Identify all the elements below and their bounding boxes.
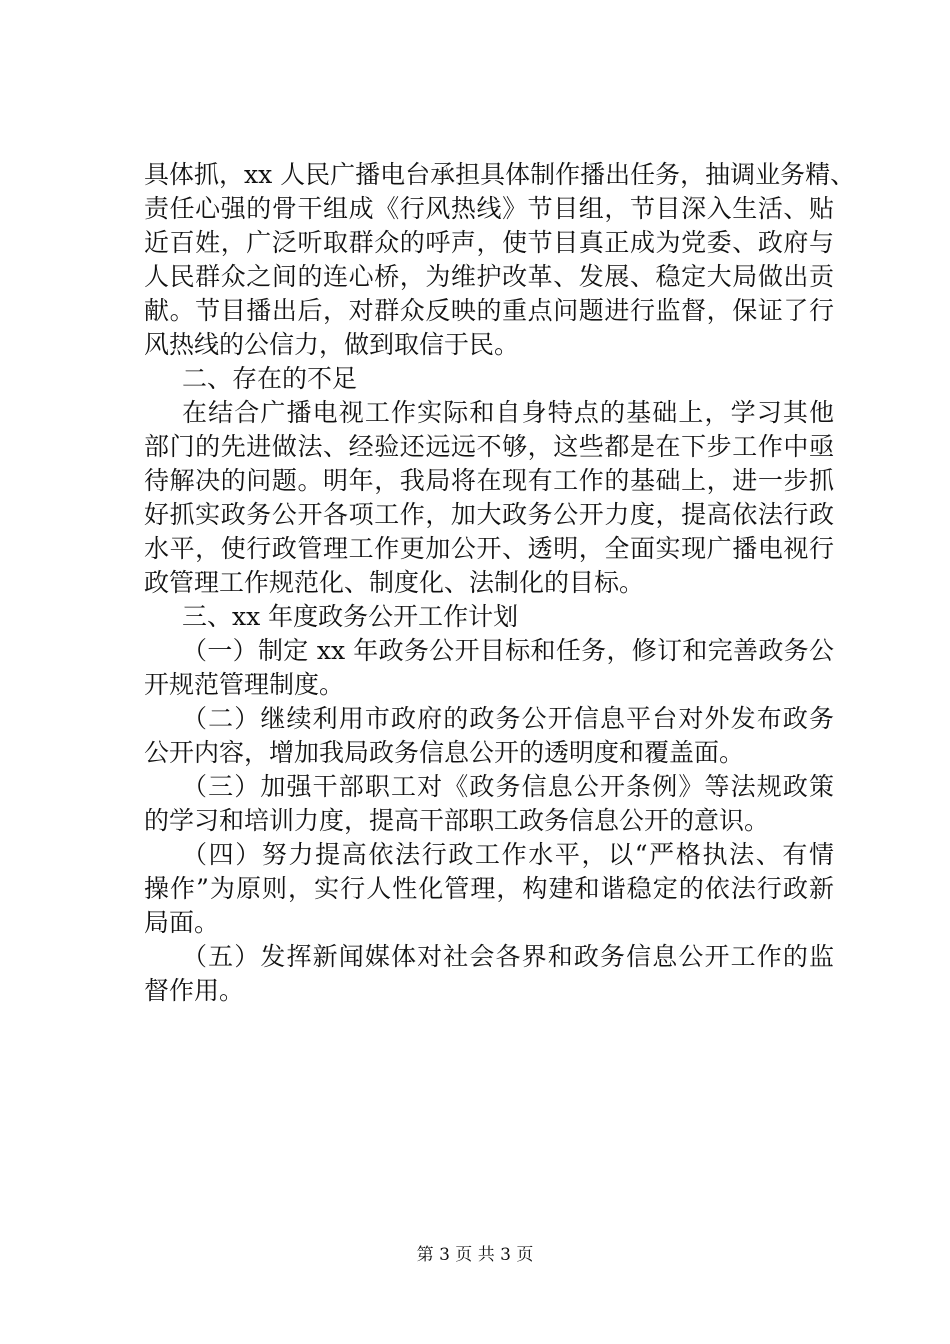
document-body — [144, 158, 856, 1008]
text-line: 部门的先进做法、经验还远远不够，这些都是在下步工作中亟 — [144, 432, 834, 461]
text-line: 二、存在的不足 — [182, 364, 358, 393]
text-line: （二）继续利用市政府的政务公开信息平台对外发布政务 — [182, 704, 834, 733]
text-line: 开规范管理制度。 — [144, 670, 345, 699]
text-line: 公开内容，增加我局政务信息公开的透明度和覆盖面。 — [144, 738, 745, 767]
text-line: 督作用。 — [144, 976, 245, 1005]
text-line: 操作”为原则，实行人性化管理，构建和谐稳定的依法行政新 — [144, 874, 834, 903]
text-line: 政管理工作规范化、制度化、法制化的目标。 — [144, 568, 645, 597]
text-line: 风热线的公信力，做到取信于民。 — [144, 330, 520, 359]
page-footer: 第 3 页 共 3 页 — [416, 1245, 534, 1265]
text-line: （五）发挥新闻媒体对社会各界和政务信息公开工作的监 — [182, 942, 834, 971]
text-line: 近百姓，广泛听取群众的呼声，使节目真正成为党委、政府与 — [144, 228, 834, 257]
text-line: 献。节目播出后，对群众反映的重点问题进行监督，保证了行 — [144, 296, 834, 325]
text-line: 三、xx 年度政务公开工作计划 — [182, 602, 519, 631]
text-line: 水平，使行政管理工作更加公开、透明，全面实现广播电视行 — [144, 534, 834, 563]
text-line: 人民群众之间的连心桥，为维护改革、发展、稳定大局做出贡 — [144, 262, 834, 291]
text-line: 具体抓，xx 人民广播电台承担具体制作播出任务，抽调业务精、 — [144, 160, 856, 189]
text-line: （一）制定 xx 年政务公开目标和任务，修订和完善政务公 — [182, 636, 834, 665]
text-line: 好抓实政务公开各项工作，加大政务公开力度，提高依法行政 — [144, 500, 834, 529]
text-line: （四）努力提高依法行政工作水平，以“严格执法、有情 — [182, 840, 834, 869]
text-line: 责任心强的骨干组成《行风热线》节目组，节目深入生活、贴 — [144, 194, 834, 223]
text-line: 的学习和培训力度，提高干部职工政务信息公开的意识。 — [144, 806, 770, 835]
text-line: （三）加强干部职工对《政务信息公开条例》等法规政策 — [182, 772, 834, 801]
text-line: 在结合广播电视工作实际和自身特点的基础上，学习其他 — [182, 398, 834, 427]
text-line: 局面。 — [144, 908, 220, 937]
text-line: 待解决的问题。明年，我局将在现有工作的基础上，进一步抓 — [144, 466, 834, 495]
